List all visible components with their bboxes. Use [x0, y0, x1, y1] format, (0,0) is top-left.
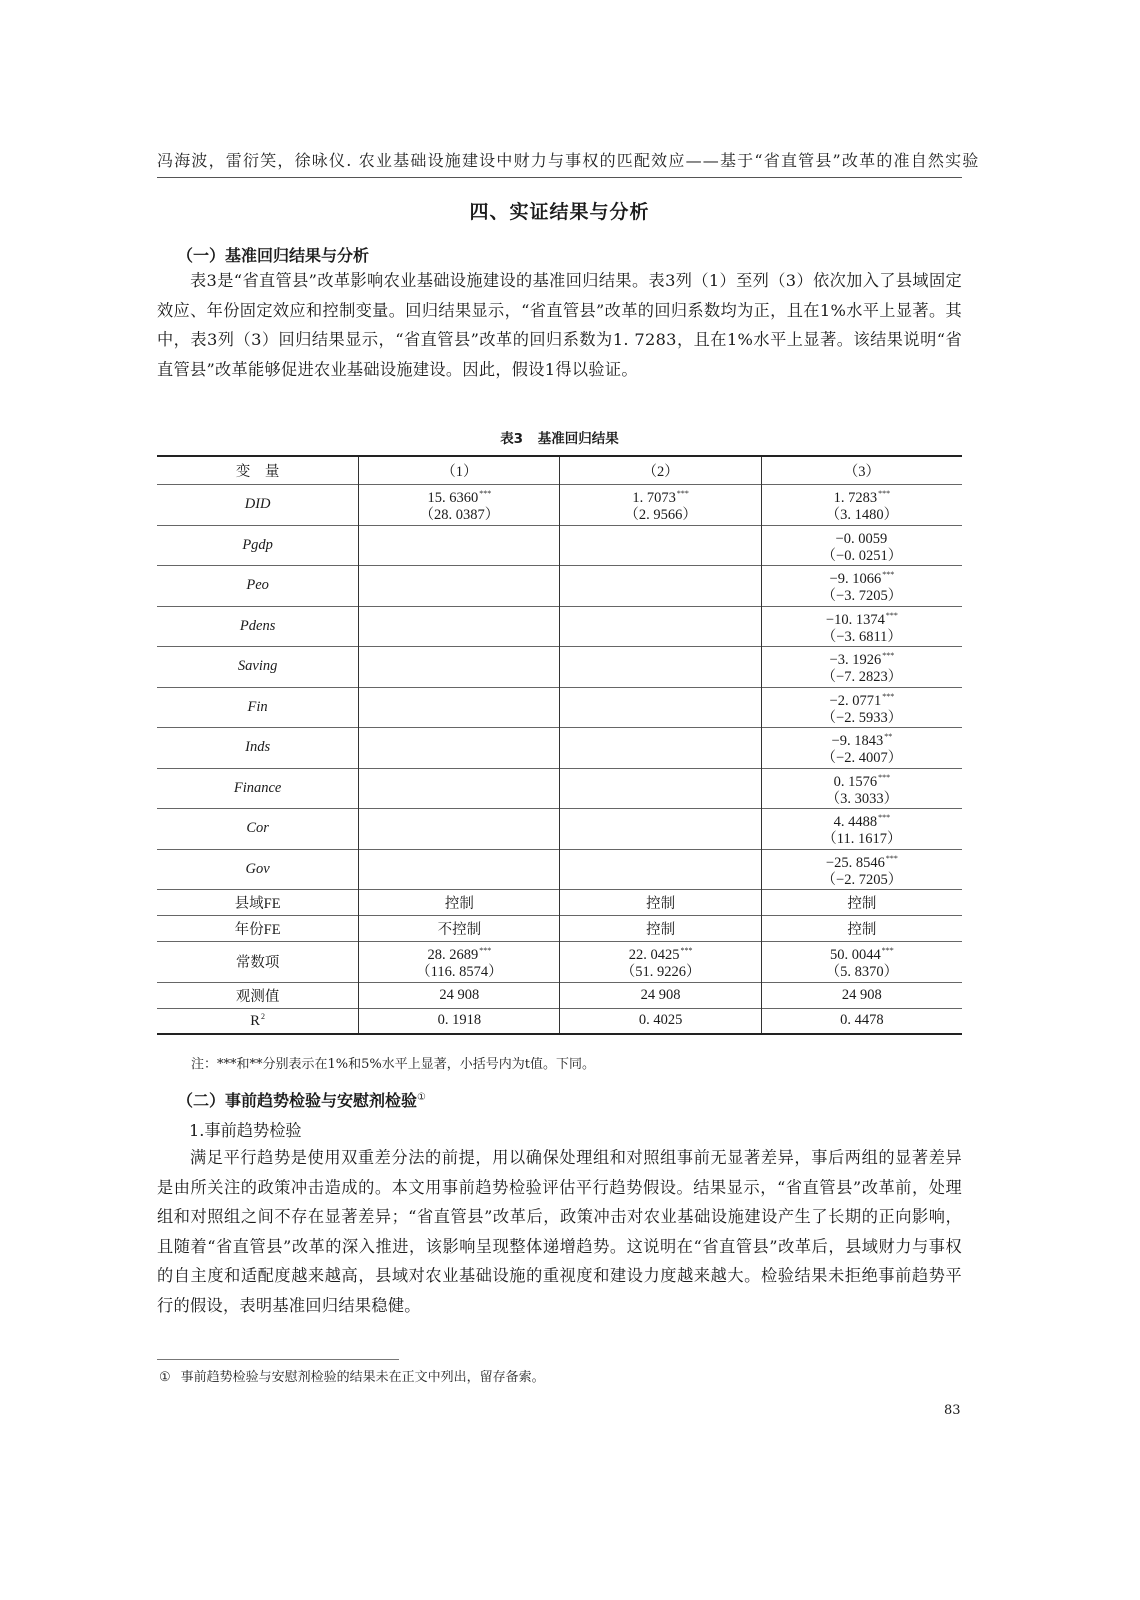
footnote-mark: ①	[159, 1370, 171, 1385]
coefficient-value: 50. 0044	[829, 947, 881, 964]
variable-name: Finance	[157, 768, 359, 809]
cell-col-2: 控制	[560, 890, 761, 916]
coefficient	[762, 850, 962, 872]
variable-name: Fin	[157, 687, 359, 728]
coefficient	[762, 647, 962, 669]
cell-col-1	[359, 647, 560, 688]
coefficient	[560, 737, 760, 759]
coefficient-value: −0. 0059	[835, 530, 888, 547]
coefficient	[762, 485, 962, 507]
coefficient	[560, 656, 760, 678]
table-row-saving	[157, 647, 962, 688]
coefficient	[762, 809, 962, 831]
significance-stars: **	[884, 732, 893, 742]
cell-col-1	[359, 485, 560, 526]
body-paragraph-2: 满足平行趋势是使用双重差分法的前提，用以确保处理组和对照组事前无显著差异，事后两组的显著差异是由所关注的政策冲击造成的。本文用事前趋势检验评估平行趋势假设。结果显示，“省直管县”改革前，处理组和对照组之间不存在显著差异；“省直管县”改革后，政策冲击对农业基础设施建设产生了长期的正向影响，且随着“省直管县”改革的深入推进，该影响呈现整体递增趋势。这说明在“省直管县”改革后，县域财力与事权的自主度和适配度越来越高，县域对农业基础设施的重视度和建设力度越来越大。检验结果未拒绝事前趋势平行的假设，表明基准回归结果稳健。	[157, 1148, 962, 1315]
table-row-pgdp	[157, 525, 962, 566]
coefficient-value: −10. 1374	[825, 611, 885, 628]
cell-col-2	[560, 809, 761, 850]
coefficient-value: 1. 7073	[632, 490, 676, 507]
running-head: 冯海波，雷衍笑，徐咏仪. 农业基础设施建设中财力与事权的匹配效应——基于“省直管县”改革的准自然实验	[157, 148, 962, 178]
t-statistic: （28. 0387）	[419, 507, 500, 524]
coefficient	[359, 656, 559, 678]
significance-stars: ***	[479, 489, 492, 499]
cell-col-1: 不控制	[359, 916, 560, 942]
coefficient	[359, 737, 559, 759]
significance-stars: ***	[479, 946, 492, 956]
r-label: R	[250, 1012, 260, 1029]
coefficient	[560, 818, 760, 840]
variable-name: DID	[157, 485, 359, 526]
coefficient	[762, 607, 962, 629]
table-row-fe	[157, 890, 962, 916]
table-row-gov	[157, 849, 962, 890]
cell-col-3: 控制	[761, 890, 962, 916]
t-statistic: （−2. 4007）	[821, 750, 903, 767]
regression-table	[157, 455, 962, 1035]
cell-col-1	[359, 942, 560, 983]
coefficient	[560, 777, 760, 799]
variable-name: Peo	[157, 566, 359, 607]
table-row-pdens	[157, 606, 962, 647]
section-title: 四、实证结果与分析	[469, 201, 650, 223]
cell-col-3	[761, 485, 962, 526]
t-statistic: （116. 8574）	[416, 964, 503, 981]
cell-col-3	[761, 849, 962, 890]
row-label: 年份FE	[157, 916, 359, 942]
coefficient	[762, 769, 962, 791]
coefficient	[359, 858, 559, 880]
cell-col-3	[761, 687, 962, 728]
footnote-text: 事前趋势检验与安慰剂检验的结果未在正文中列出，留存备索。	[180, 1370, 545, 1385]
sub-heading: 1.事前趋势检验	[189, 1121, 302, 1140]
significance-stars: ***	[882, 691, 895, 701]
coefficient	[359, 575, 559, 597]
cell-col-1	[359, 566, 560, 607]
coefficient	[359, 615, 559, 637]
table-body	[157, 485, 962, 1035]
footnote	[159, 1366, 545, 1385]
significance-stars: ***	[878, 813, 891, 823]
cell-col-2	[560, 942, 761, 983]
cell-col-2	[560, 566, 761, 607]
cell-col-1: 控制	[359, 890, 560, 916]
t-statistic: （−3. 7205）	[821, 588, 903, 605]
cell-col-3	[761, 768, 962, 809]
r-label-superscript: 2	[260, 1011, 265, 1021]
coefficient	[560, 696, 760, 718]
t-statistic: （−2. 5933）	[821, 709, 903, 726]
coefficient	[560, 534, 760, 556]
coefficient-value: −3. 1926	[829, 652, 882, 669]
subsection-title-2: （二）事前趋势检验与安慰剂检验	[177, 1091, 418, 1110]
cell-col-1	[359, 809, 560, 850]
header-col-3: （3）	[761, 456, 962, 485]
table-row-did	[157, 485, 962, 526]
cell-col-3: 24 908	[761, 982, 962, 1008]
table-note: 注：***和**分别表示在1%和5%水平上显著，小括号内为t值。下同。	[191, 1057, 595, 1072]
cell-col-3: 0. 4478	[761, 1008, 962, 1034]
cell-col-1	[359, 687, 560, 728]
significance-stars: ***	[680, 946, 693, 956]
coefficient	[762, 728, 962, 750]
body-paragraph-1: 表3是“省直管县”改革影响农业基础设施建设的基准回归结果。表3列（1）至列（3）依次加入了县域固定效应、年份固定效应和控制变量。回归结果显示，“省直管县”改革的回归系数均为正，且在1%水平上显著。其中，表3列（3）回归结果显示，“省直管县”改革的回归系数为1. 7283，且在1%水平上显著。该结果说明“省直管县”改革能够促进农业基础设施建设。因此，假设1得以验证。	[157, 271, 962, 379]
coefficient-value: −9. 1843	[831, 733, 884, 750]
cell-col-2	[560, 525, 761, 566]
table-row-r-squared	[157, 1008, 962, 1034]
coefficient-value: −25. 8546	[825, 854, 885, 871]
table-header-row	[157, 456, 962, 485]
cell-col-1	[359, 525, 560, 566]
footnote-divider	[157, 1359, 399, 1360]
cell-col-2	[560, 485, 761, 526]
t-statistic: （3. 1480）	[825, 507, 899, 524]
coefficient-value: 0. 1576	[833, 773, 878, 790]
table-row-inds	[157, 728, 962, 769]
significance-stars: ***	[882, 651, 895, 661]
cell-col-1	[359, 606, 560, 647]
variable-name: Pgdp	[157, 525, 359, 566]
coefficient	[359, 534, 559, 556]
coefficient	[762, 526, 962, 548]
significance-stars: ***	[878, 772, 891, 782]
cell-col-2	[560, 606, 761, 647]
variable-name: Cor	[157, 809, 359, 850]
coefficient	[762, 566, 962, 588]
significance-stars: ***	[878, 489, 891, 499]
row-label: 观测值	[157, 982, 359, 1008]
cell-col-1	[359, 849, 560, 890]
coefficient-value: 15. 6360	[427, 490, 479, 507]
t-statistic: （51. 9226）	[620, 964, 701, 981]
cell-col-2: 控制	[560, 916, 761, 942]
page-number: 83	[944, 1403, 961, 1418]
cell-col-3	[761, 525, 962, 566]
coefficient	[762, 942, 962, 964]
coefficient	[560, 485, 760, 507]
coefficient-value: 4. 4488	[833, 814, 878, 831]
coefficient	[560, 942, 760, 964]
significance-stars: ***	[885, 853, 898, 863]
row-label: 县域FE	[157, 890, 359, 916]
cell-col-3	[761, 809, 962, 850]
variable-name: Pdens	[157, 606, 359, 647]
t-statistic: （−2. 7205）	[821, 871, 903, 888]
coefficient	[359, 942, 559, 964]
cell-col-3	[761, 606, 962, 647]
coefficient	[762, 688, 962, 710]
coefficient	[560, 615, 760, 637]
significance-stars: ***	[676, 489, 689, 499]
t-statistic: （−7. 2823）	[821, 669, 903, 686]
table-number: 表3	[500, 431, 524, 447]
cell-col-2	[560, 768, 761, 809]
header-col-1: （1）	[359, 456, 560, 485]
coefficient-value: −9. 1066	[829, 571, 882, 588]
cell-col-3: 控制	[761, 916, 962, 942]
t-statistic: （−3. 6811）	[821, 628, 902, 645]
variable-name: Gov	[157, 849, 359, 890]
subsection-heading-2	[177, 1088, 426, 1111]
cell-col-3	[761, 942, 962, 983]
header-col-2: （2）	[560, 456, 761, 485]
cell-col-2	[560, 849, 761, 890]
coefficient-value: 1. 7283	[833, 490, 878, 507]
table-title: 基准回归结果	[537, 431, 619, 447]
coefficient-value: 28. 2689	[427, 947, 479, 964]
cell-col-1: 0. 1918	[359, 1008, 560, 1034]
table-row-cor	[157, 809, 962, 850]
t-statistic: （11. 1617）	[822, 831, 902, 848]
table-row-constant	[157, 942, 962, 983]
significance-stars: ***	[885, 610, 898, 620]
variable-name: Inds	[157, 728, 359, 769]
cell-col-1	[359, 768, 560, 809]
cell-col-2	[560, 728, 761, 769]
row-label	[157, 1008, 359, 1034]
significance-stars: ***	[882, 570, 895, 580]
coefficient	[359, 777, 559, 799]
header-variable: 变 量	[157, 456, 359, 485]
t-statistic: （5. 8370）	[825, 964, 899, 981]
t-statistic: （3. 3033）	[825, 790, 899, 807]
cell-col-1	[359, 728, 560, 769]
t-statistic: （2. 9566）	[624, 507, 697, 524]
cell-col-2	[560, 647, 761, 688]
cell-col-2	[560, 687, 761, 728]
t-statistic: （−0. 0251）	[821, 547, 903, 564]
coefficient	[560, 575, 760, 597]
table-row-observations	[157, 982, 962, 1008]
table-row-fe	[157, 916, 962, 942]
footnote-reference[interactable]: ①	[417, 1092, 426, 1103]
cell-col-3	[761, 566, 962, 607]
cell-col-2: 0. 4025	[560, 1008, 761, 1034]
coefficient	[560, 858, 760, 880]
coefficient-value: 22. 0425	[628, 947, 680, 964]
coefficient-value: −2. 0771	[829, 692, 882, 709]
coefficient	[359, 818, 559, 840]
coefficient	[359, 696, 559, 718]
table-row-fin	[157, 687, 962, 728]
table-row-finance	[157, 768, 962, 809]
table-caption	[157, 427, 962, 447]
significance-stars: ***	[881, 946, 894, 956]
subsection-heading-1: （一）基准回归结果与分析	[177, 246, 370, 265]
variable-name: Saving	[157, 647, 359, 688]
cell-col-3	[761, 728, 962, 769]
cell-col-2: 24 908	[560, 982, 761, 1008]
coefficient	[359, 485, 559, 507]
cell-col-1: 24 908	[359, 982, 560, 1008]
row-label: 常数项	[157, 942, 359, 983]
table-row-peo	[157, 566, 962, 607]
cell-col-3	[761, 647, 962, 688]
